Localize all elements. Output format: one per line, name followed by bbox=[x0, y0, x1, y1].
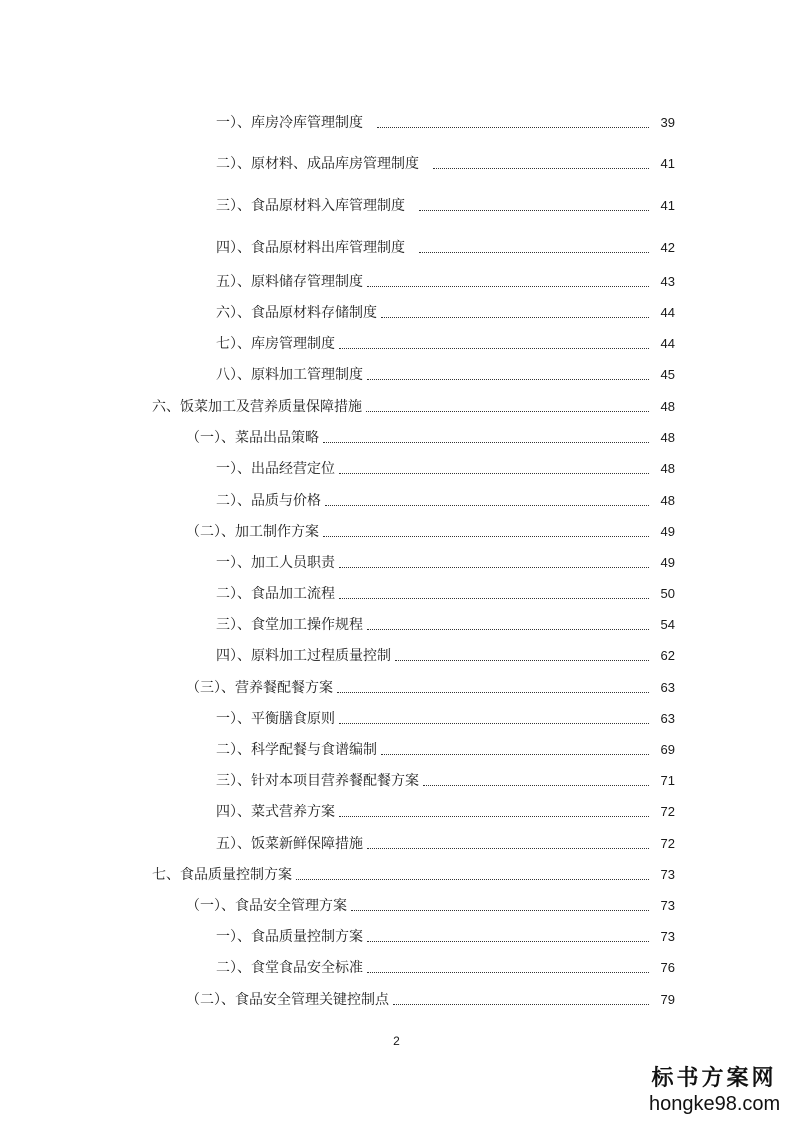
toc-entry-title: 六）、食品原材料存储制度 bbox=[216, 305, 377, 321]
toc-entry-page: 41 bbox=[660, 198, 675, 213]
toc-entry-page: 79 bbox=[660, 992, 675, 1007]
toc-entry-page: 48 bbox=[660, 461, 675, 476]
toc-entry[interactable] bbox=[216, 267, 675, 291]
toc-entry[interactable] bbox=[216, 233, 675, 257]
toc-entry[interactable] bbox=[216, 704, 675, 728]
toc-entry-page: 44 bbox=[660, 305, 675, 320]
toc-entry[interactable] bbox=[216, 548, 675, 572]
toc-entry[interactable] bbox=[216, 108, 675, 132]
toc-dot-leader bbox=[325, 504, 649, 506]
toc-entry-title: 二）、品质与价格 bbox=[216, 493, 321, 509]
toc-entry-title: （二）、食品安全管理关键控制点 bbox=[186, 992, 389, 1008]
toc-dot-leader bbox=[381, 316, 649, 318]
toc-entry[interactable] bbox=[186, 423, 675, 447]
toc-entry-page: 63 bbox=[660, 711, 675, 726]
toc-entry[interactable] bbox=[216, 610, 675, 634]
toc-entry-page: 43 bbox=[660, 274, 675, 289]
toc-dot-leader bbox=[367, 628, 649, 630]
toc-entry-title: （二）、加工制作方案 bbox=[186, 524, 319, 540]
toc-entry-page: 45 bbox=[660, 367, 675, 382]
toc-dot-leader bbox=[419, 209, 649, 211]
toc-dot-leader bbox=[367, 940, 649, 942]
toc-entry-page: 41 bbox=[660, 156, 675, 171]
toc-entry-title: 二）、原材料、成品库房管理制度 bbox=[216, 156, 419, 172]
toc-entry-title: 一）、库房冷库管理制度 bbox=[216, 115, 363, 131]
toc-entry[interactable] bbox=[216, 766, 675, 790]
toc-entry[interactable] bbox=[216, 641, 675, 665]
toc-entry[interactable] bbox=[216, 149, 675, 173]
toc-dot-leader bbox=[339, 566, 649, 568]
toc-dot-leader bbox=[323, 535, 649, 537]
toc-entry-page: 72 bbox=[660, 836, 675, 851]
toc-entry-page: 49 bbox=[660, 555, 675, 570]
toc-entry-title: 八）、原料加工管理制度 bbox=[216, 367, 363, 383]
toc-entry-title: 一）、食品质量控制方案 bbox=[216, 929, 363, 945]
toc-entry-page: 48 bbox=[660, 430, 675, 445]
toc-entry[interactable] bbox=[216, 298, 675, 322]
toc-dot-leader bbox=[339, 347, 649, 349]
toc-entry-title: 二）、食堂食品安全标准 bbox=[216, 960, 363, 976]
toc-dot-leader bbox=[367, 285, 649, 287]
toc-entry-page: 42 bbox=[660, 240, 675, 255]
toc-entry-title: （三）、营养餐配餐方案 bbox=[186, 680, 333, 696]
toc-entry-page: 73 bbox=[660, 898, 675, 913]
toc-dot-leader bbox=[367, 971, 649, 973]
toc-entry-title: 二）、科学配餐与食谱编制 bbox=[216, 742, 377, 758]
toc-entry-title: 七）、库房管理制度 bbox=[216, 336, 335, 352]
toc-entry-title: 一）、加工人员职责 bbox=[216, 555, 335, 571]
toc-entry[interactable] bbox=[216, 579, 675, 603]
toc-entry[interactable] bbox=[186, 985, 675, 1009]
toc-entry[interactable] bbox=[216, 454, 675, 478]
toc-dot-leader bbox=[433, 167, 649, 169]
toc-entry[interactable] bbox=[216, 329, 675, 353]
toc-entry[interactable] bbox=[186, 517, 675, 541]
toc-entry-title: 一）、出品经营定位 bbox=[216, 461, 335, 477]
toc-entry-page: 48 bbox=[660, 399, 675, 414]
toc-entry[interactable] bbox=[216, 486, 675, 510]
toc-entry-title: 四）、原料加工过程质量控制 bbox=[216, 648, 391, 664]
page-number: 2 bbox=[393, 1034, 400, 1048]
toc-entry-page: 44 bbox=[660, 336, 675, 351]
toc-entry-page: 50 bbox=[660, 586, 675, 601]
toc-dot-leader bbox=[339, 597, 649, 599]
watermark-title: 标书方案网 bbox=[651, 1065, 777, 1091]
toc-entry[interactable] bbox=[216, 829, 675, 853]
toc-entry-title: （一）、菜品出品策略 bbox=[186, 430, 319, 446]
toc-dot-leader bbox=[337, 691, 649, 693]
toc-entry[interactable] bbox=[186, 673, 675, 697]
toc-entry[interactable] bbox=[216, 922, 675, 946]
toc-entry-title: 三）、食堂加工操作规程 bbox=[216, 617, 363, 633]
toc-entry-page: 69 bbox=[660, 742, 675, 757]
toc-entry-page: 73 bbox=[660, 867, 675, 882]
toc-entry-title: 五）、饭菜新鲜保障措施 bbox=[216, 836, 363, 852]
toc-entry-title: 四）、菜式营养方案 bbox=[216, 804, 335, 820]
toc-entry[interactable] bbox=[216, 953, 675, 977]
toc-dot-leader bbox=[377, 126, 649, 128]
toc-entry[interactable] bbox=[152, 392, 675, 416]
toc-dot-leader bbox=[351, 909, 649, 911]
toc-dot-leader bbox=[339, 815, 649, 817]
toc-entry-title: 一）、平衡膳食原则 bbox=[216, 711, 335, 727]
toc-entry[interactable] bbox=[152, 860, 675, 884]
toc-entry-title: 三）、针对本项目营养餐配餐方案 bbox=[216, 773, 419, 789]
toc-dot-leader bbox=[339, 472, 649, 474]
toc-entry-page: 76 bbox=[660, 960, 675, 975]
watermark bbox=[649, 1064, 779, 1116]
toc-dot-leader bbox=[419, 251, 649, 253]
watermark-url: hongke98.com bbox=[649, 1093, 781, 1115]
toc-entry-title: 三）、食品原材料入库管理制度 bbox=[216, 198, 405, 214]
toc-entry[interactable] bbox=[216, 735, 675, 759]
toc-entry-page: 39 bbox=[660, 115, 675, 130]
toc-entry[interactable] bbox=[186, 891, 675, 915]
toc-entry-page: 72 bbox=[660, 804, 675, 819]
toc-dot-leader bbox=[393, 1003, 649, 1005]
toc-entry-page: 63 bbox=[660, 680, 675, 695]
toc-entry-page: 73 bbox=[660, 929, 675, 944]
toc-dot-leader bbox=[366, 410, 649, 412]
toc-entry-title: 五）、原料储存管理制度 bbox=[216, 274, 363, 290]
toc-entry[interactable] bbox=[216, 797, 675, 821]
toc-dot-leader bbox=[323, 441, 649, 443]
toc-entry-title: 二）、食品加工流程 bbox=[216, 586, 335, 602]
toc-entry-title: 七、食品质量控制方案 bbox=[152, 867, 292, 883]
toc-entry-page: 48 bbox=[660, 493, 675, 508]
toc-dot-leader bbox=[296, 878, 649, 880]
toc-entry-page: 62 bbox=[660, 648, 675, 663]
toc-entry[interactable] bbox=[216, 360, 675, 384]
toc-entry-title: （一）、食品安全管理方案 bbox=[186, 898, 347, 914]
toc-entry-title: 六、饭菜加工及营养质量保障措施 bbox=[152, 399, 362, 415]
toc-dot-leader bbox=[381, 753, 649, 755]
toc-dot-leader bbox=[395, 659, 649, 661]
toc-dot-leader bbox=[367, 847, 649, 849]
toc-entry-title: 四）、食品原材料出库管理制度 bbox=[216, 240, 405, 256]
toc-entry-page: 71 bbox=[660, 773, 675, 788]
toc-dot-leader bbox=[367, 378, 649, 380]
toc-entry-page: 49 bbox=[660, 524, 675, 539]
toc-dot-leader bbox=[423, 784, 649, 786]
toc-entry-page: 54 bbox=[660, 617, 675, 632]
toc-dot-leader bbox=[339, 722, 649, 724]
toc-entry[interactable] bbox=[216, 191, 675, 215]
